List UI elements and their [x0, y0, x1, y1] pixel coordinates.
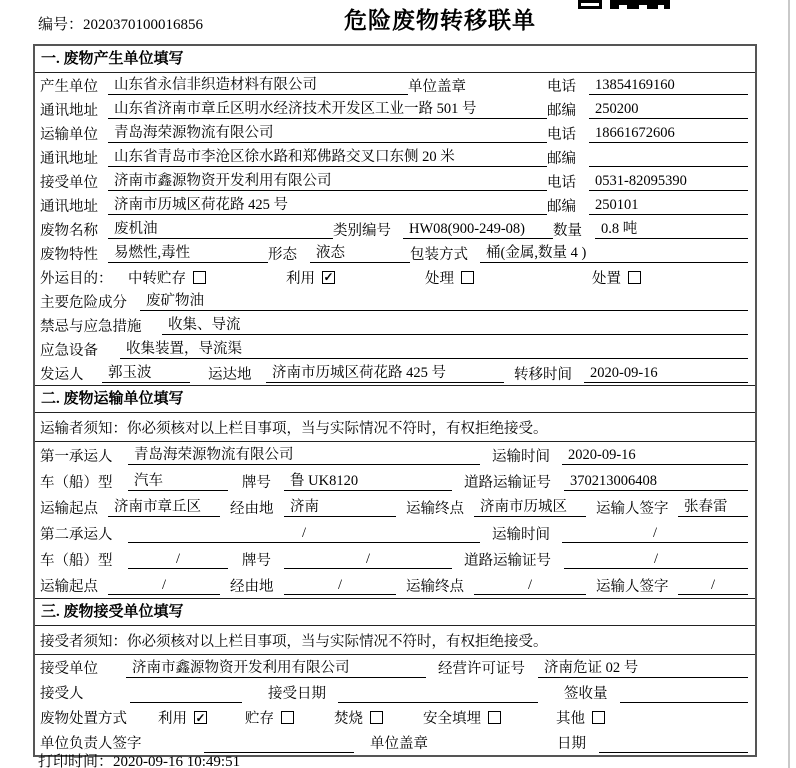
form-label: 包装方式 — [410, 246, 468, 263]
form-label: 废物特性 — [40, 246, 98, 263]
form-row — [35, 572, 755, 598]
disposal-storage-group — [245, 707, 294, 728]
page-title: 危险废物转移联单 — [344, 8, 536, 33]
form-label: 禁忌与应急措施 — [40, 318, 142, 335]
form-label: 转移时间 — [514, 366, 572, 383]
second-carrier: / — [128, 523, 480, 543]
second-road-transport-permit: / — [564, 549, 748, 569]
purpose-utilize-group — [286, 267, 335, 288]
producer-postcode: 250200 — [589, 99, 748, 119]
second-carrier-signature: / — [678, 575, 748, 595]
form-label: 接受日期 — [268, 686, 326, 702]
section-title: 三. 废物接受单位填写 — [35, 599, 755, 626]
form-label: 经营许可证号 — [438, 661, 525, 677]
form-row — [35, 241, 755, 265]
form-row — [35, 145, 755, 169]
packing-method: 桶(金属,数量 4 ) — [480, 243, 748, 263]
form-label: 经由地 — [230, 500, 274, 517]
print-time-label: 打印时间： — [38, 754, 114, 768]
form-label: 邮编 — [547, 102, 576, 119]
transport-unit-postcode — [589, 147, 748, 167]
section-title: 二. 废物运输单位填写 — [35, 386, 755, 413]
contraindication-emergency-measures: 收集、导流 — [162, 315, 748, 335]
form-label: 签收量 — [564, 686, 608, 702]
form-label: 牌号 — [242, 474, 271, 491]
spacer — [207, 717, 245, 718]
second-origin: / — [108, 575, 220, 595]
form-label: 通讯地址 — [40, 102, 98, 119]
spacer — [426, 667, 438, 668]
form-label: 通讯地址 — [40, 150, 98, 167]
form-label: 电话 — [547, 174, 576, 191]
second-transport-date: / — [562, 523, 748, 543]
purpose-utilize-checkbox-icon: ✓ — [323, 270, 334, 284]
first-carrier: 青岛海荣源物流有限公司 — [128, 445, 480, 465]
receiver-name: 济南市鑫源物资开发利用有限公司 — [108, 171, 547, 191]
spacer — [396, 585, 406, 586]
form-label: 接受单位 — [40, 174, 98, 191]
form-label: 第二承运人 — [40, 526, 113, 543]
disposal-incineration-group — [334, 707, 383, 728]
form-label: 主要危险成分 — [40, 294, 127, 311]
spacer — [190, 373, 208, 374]
producer-name: 山东省永信非织造材料有限公司 — [108, 75, 408, 95]
form-label: 电话 — [547, 126, 576, 143]
form-label: 运输人签字 — [596, 500, 669, 517]
transfer-date: 2020-09-16 — [584, 363, 748, 383]
print-time-line — [38, 750, 240, 768]
accepting-unit: 济南市鑫源物资开发利用有限公司 — [126, 658, 426, 678]
checkbox-label: 处理 — [425, 270, 454, 287]
form-row — [35, 73, 755, 97]
form-label: 运输终点 — [406, 578, 464, 595]
form-row — [35, 468, 755, 494]
spacer — [586, 507, 596, 508]
form-row — [35, 680, 755, 705]
form-row — [35, 289, 755, 313]
disposal-storage-checkbox-icon — [281, 711, 294, 724]
waste-category-code: HW08(900-249-08) — [403, 219, 553, 239]
waste-characteristics: 易燃性,毒性 — [108, 243, 268, 263]
producer-address: 山东省济南市章丘区明水经济技术开发区工业一路 501 号 — [108, 99, 547, 119]
waste-form: 液态 — [310, 243, 410, 263]
notice-text — [35, 413, 755, 442]
first-origin: 济南市章丘区 — [108, 497, 220, 517]
form-row — [35, 520, 755, 546]
spacer — [228, 481, 242, 482]
received-quantity — [620, 683, 748, 703]
form-label: 邮编 — [547, 150, 576, 167]
disposal-other-checkbox-icon — [592, 711, 605, 724]
section-title: 一. 废物产生单位填写 — [35, 46, 755, 73]
checkbox-label: 利用 — [158, 711, 187, 727]
spacer — [474, 277, 592, 278]
spacer — [102, 692, 130, 693]
first-vehicle-type: 汽车 — [128, 471, 228, 491]
consignor: 郭玉波 — [102, 363, 190, 383]
form-row — [35, 265, 755, 289]
form-label: 道路运输证号 — [464, 474, 551, 491]
form-label: 数量 — [553, 222, 582, 239]
producer-phone: 13854169160 — [589, 75, 748, 95]
receiver-postcode: 250101 — [589, 195, 748, 215]
form-label: 运达地 — [208, 366, 252, 383]
first-endpoint: 济南市历城区 — [474, 497, 586, 517]
form-label: 运输时间 — [492, 526, 550, 543]
form-label: 电话 — [547, 78, 576, 95]
form-label: 道路运输证号 — [464, 552, 551, 569]
section-2 — [35, 385, 755, 598]
spacer — [242, 692, 268, 693]
waste-quantity: 0.8 吨 — [595, 219, 748, 239]
form-label: 应急设备 — [40, 342, 98, 359]
form-label: 牌号 — [242, 552, 271, 569]
second-via: / — [284, 575, 396, 595]
print-time-value: 2020-09-16 10:49:51 — [113, 754, 241, 768]
form-label: 类别编号 — [333, 222, 391, 239]
purpose-disposal-group — [592, 267, 641, 288]
checkbox-label: 其他 — [556, 711, 585, 727]
first-plate-no: 鲁 UK8120 — [284, 471, 452, 491]
purpose-disposal-checkbox-icon — [628, 271, 641, 284]
form-row — [35, 655, 755, 680]
spacer — [140, 717, 158, 718]
form-row — [35, 313, 755, 337]
second-vehicle-type: / — [128, 549, 228, 569]
form-label: 接受人 — [40, 686, 84, 702]
spacer — [452, 481, 464, 482]
first-via: 济南 — [284, 497, 396, 517]
spacer — [383, 717, 423, 718]
notice-text — [35, 626, 755, 655]
serial-number-line — [38, 13, 203, 34]
section-3 — [35, 598, 755, 755]
qr-code-fragment-icon — [578, 0, 672, 9]
form-row — [35, 121, 755, 145]
purpose-transfer-storage-group — [128, 267, 206, 288]
destination: 济南市历城区荷花路 425 号 — [266, 363, 504, 383]
disposal-secure-landfill-checkbox-icon — [488, 711, 501, 724]
second-endpoint: / — [474, 575, 586, 595]
spacer — [480, 533, 492, 534]
spacer — [294, 717, 334, 718]
disposal-other-group — [556, 707, 605, 728]
disposal-incineration-checkbox-icon — [370, 711, 383, 724]
form-row — [35, 97, 755, 121]
form-label: 发运人 — [40, 366, 84, 383]
form-row — [35, 361, 755, 385]
spacer — [396, 507, 406, 508]
form-row — [35, 337, 755, 361]
form-label: 产生单位 — [40, 78, 98, 95]
spacer — [220, 507, 230, 508]
checkbox-label: 焚烧 — [334, 711, 363, 727]
form-label: 单位负责人签字 — [40, 736, 142, 752]
section-1 — [35, 46, 755, 385]
form-label: 单位盖章 — [408, 78, 466, 95]
purpose-treatment-checkbox-icon — [461, 271, 474, 284]
serial-number: 2020370100016856 — [83, 17, 204, 33]
form-label: 车（船）型 — [40, 552, 113, 569]
second-plate-no: / — [284, 549, 452, 569]
form-label: 形态 — [268, 246, 297, 263]
form-label: 废物处置方式 — [40, 711, 127, 727]
emergency-equipment: 收集装置，导流渠 — [120, 339, 748, 359]
checkbox-label: 处置 — [592, 270, 621, 287]
acceptor — [130, 683, 242, 703]
form-row — [35, 193, 755, 217]
form-label: 运输终点 — [406, 500, 464, 517]
form-label: 经由地 — [230, 578, 274, 595]
spacer — [452, 559, 464, 560]
spacer — [228, 559, 242, 560]
form-label: 外运目的： — [40, 270, 113, 287]
form-row — [35, 169, 755, 193]
spacer — [480, 455, 492, 456]
purpose-treatment-group — [425, 267, 474, 288]
notice-label: 接受者须知：你必须核对以上栏目事项，当与实际情况不符时，有权拒绝接受。 — [40, 633, 548, 650]
form-row — [35, 494, 755, 520]
checkbox-label: 利用 — [286, 270, 315, 287]
disposal-utilize-group — [158, 707, 207, 728]
form-label: 运输起点 — [40, 578, 98, 595]
page-edge-divider — [788, 0, 790, 768]
form-label: 运输起点 — [40, 500, 98, 517]
form-label: 邮编 — [547, 198, 576, 215]
spacer — [442, 742, 557, 743]
notice-label: 运输者须知：你必须核对以上栏目事项，当与实际情况不符时，有权拒绝接受。 — [40, 420, 548, 437]
serial-label: 编号： — [38, 17, 84, 33]
receiver-phone: 0531-82095390 — [589, 171, 748, 191]
transport-unit-name: 青岛海荣源物流有限公司 — [108, 123, 547, 143]
form-label: 第一承运人 — [40, 448, 113, 465]
disposal-secure-landfill-group — [423, 707, 501, 728]
checkbox-label: 中转贮存 — [128, 270, 186, 287]
checkbox-label: 贮存 — [245, 711, 274, 727]
waste-name: 废机油 — [108, 219, 333, 239]
form-label: 通讯地址 — [40, 198, 98, 215]
main-hazardous-component: 废矿物油 — [140, 291, 748, 311]
form-row — [35, 217, 755, 241]
transport-unit-address: 山东省青岛市李沧区徐水路和郑佛路交叉口东侧 20 米 — [108, 147, 547, 167]
form-label: 废物名称 — [40, 222, 98, 239]
purpose-transfer-storage-checkbox-icon — [193, 271, 206, 284]
manifest-form-table — [33, 44, 757, 757]
form-row — [35, 442, 755, 468]
form-label: 运输时间 — [492, 448, 550, 465]
spacer — [501, 717, 556, 718]
first-transport-date: 2020-09-16 — [562, 445, 748, 465]
spacer — [152, 742, 204, 743]
receiver-address: 济南市历城区荷花路 425 号 — [108, 195, 547, 215]
spacer — [538, 692, 564, 693]
disposal-utilize-checkbox-icon: ✓ — [195, 710, 206, 725]
spacer — [504, 373, 514, 374]
first-carrier-signature: 张春雷 — [678, 497, 748, 517]
form-label: 运输人签字 — [596, 578, 669, 595]
checkbox-label: 安全填埋 — [423, 711, 481, 727]
spacer — [335, 277, 425, 278]
form-label: 单位盖章 — [370, 736, 428, 752]
form-label: 车（船）型 — [40, 474, 113, 491]
form-label: 日期 — [557, 736, 586, 752]
spacer — [108, 667, 126, 668]
spacer — [220, 585, 230, 586]
form-label: 运输单位 — [40, 126, 98, 143]
form-row — [35, 705, 755, 730]
first-road-transport-permit: 370213006408 — [564, 471, 748, 491]
sign-date — [599, 733, 748, 753]
spacer — [206, 277, 286, 278]
acceptance-date — [338, 683, 538, 703]
spacer — [586, 585, 596, 586]
transport-unit-phone: 18661672606 — [589, 123, 748, 143]
form-label: 接受单位 — [40, 661, 98, 677]
spacer — [354, 742, 370, 743]
form-row — [35, 546, 755, 572]
operating-license-no: 济南危证 02 号 — [538, 658, 748, 678]
